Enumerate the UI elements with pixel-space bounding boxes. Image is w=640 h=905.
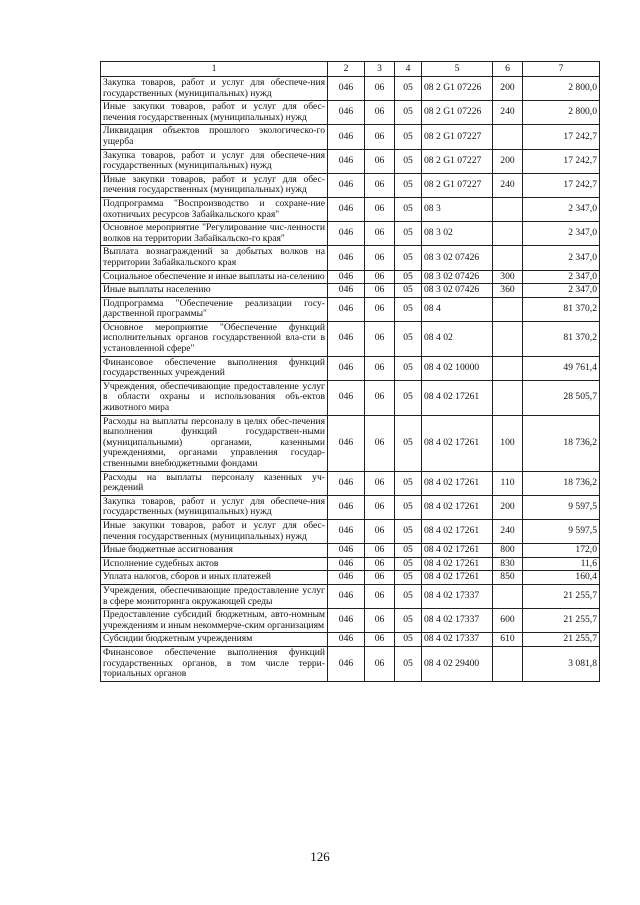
target-article-cell: 08 4 bbox=[422, 297, 493, 321]
section-cell: 06 bbox=[365, 297, 395, 321]
row-name-cell: Финансовое обеспечение выполнения функций государственных учреждений bbox=[101, 356, 328, 380]
expense-type-cell bbox=[493, 646, 523, 681]
amount-cell: 160,4 bbox=[523, 571, 600, 585]
expense-type-cell bbox=[493, 197, 523, 221]
section-cell: 06 bbox=[365, 77, 395, 101]
col-header: 6 bbox=[493, 62, 523, 77]
budget-table bbox=[100, 61, 600, 682]
admin-code-cell: 046 bbox=[328, 584, 365, 608]
amount-cell: 2 347,0 bbox=[523, 222, 600, 246]
expense-type-cell: 240 bbox=[493, 519, 523, 543]
admin-code-cell: 046 bbox=[328, 321, 365, 356]
admin-code-cell: 046 bbox=[328, 270, 365, 284]
subsection-cell: 05 bbox=[395, 571, 422, 585]
section-cell: 06 bbox=[365, 246, 395, 270]
table-row bbox=[101, 321, 600, 356]
expense-type-cell: 110 bbox=[493, 471, 523, 495]
subsection-cell: 05 bbox=[395, 125, 422, 149]
table-row bbox=[101, 297, 600, 321]
table-row bbox=[101, 125, 600, 149]
section-cell: 06 bbox=[365, 356, 395, 380]
expense-type-cell: 600 bbox=[493, 609, 523, 633]
amount-cell: 21 255,7 bbox=[523, 584, 600, 608]
row-name-cell: Расходы на выплаты персоналу казенных уч-реждений bbox=[101, 471, 328, 495]
row-name-cell: Иные закупки товаров, работ и услуг для обес-печения государственных (муниципальных) нужд bbox=[101, 173, 328, 197]
expense-type-cell bbox=[493, 380, 523, 415]
admin-code-cell: 046 bbox=[328, 544, 365, 558]
page-number: 126 bbox=[310, 849, 330, 864]
table-row bbox=[101, 380, 600, 415]
section-cell: 06 bbox=[365, 222, 395, 246]
subsection-cell: 05 bbox=[395, 519, 422, 543]
amount-cell: 2 347,0 bbox=[523, 246, 600, 270]
row-name-cell: Закупка товаров, работ и услуг для обеспече-ния государственных (муниципальных) нужд bbox=[101, 149, 328, 173]
admin-code-cell: 046 bbox=[328, 77, 365, 101]
amount-cell: 28 505,7 bbox=[523, 380, 600, 415]
subsection-cell: 05 bbox=[395, 197, 422, 221]
target-article-cell: 08 4 02 17337 bbox=[422, 609, 493, 633]
subsection-cell: 05 bbox=[395, 321, 422, 356]
target-article-cell: 08 4 02 17337 bbox=[422, 584, 493, 608]
admin-code-cell: 046 bbox=[328, 297, 365, 321]
admin-code-cell: 046 bbox=[328, 284, 365, 298]
col-header: 3 bbox=[365, 62, 395, 77]
section-cell: 06 bbox=[365, 519, 395, 543]
row-name-cell: Иные закупки товаров, работ и услуг для обес-печения государственных (муниципальных) нужд bbox=[101, 519, 328, 543]
subsection-cell: 05 bbox=[395, 222, 422, 246]
section-cell: 06 bbox=[365, 149, 395, 173]
expense-type-cell bbox=[493, 222, 523, 246]
admin-code-cell: 046 bbox=[328, 646, 365, 681]
row-name-cell: Учреждения, обеспечивающие предоставление услуг в области охраны и использования объ-ектов животного мира bbox=[101, 380, 328, 415]
row-name-cell: Социальное обеспечение и иные выплаты на-селению bbox=[101, 270, 328, 284]
table-row bbox=[101, 101, 600, 125]
table-row bbox=[101, 270, 600, 284]
subsection-cell: 05 bbox=[395, 284, 422, 298]
table-row bbox=[101, 471, 600, 495]
admin-code-cell: 046 bbox=[328, 495, 365, 519]
admin-code-cell: 046 bbox=[328, 149, 365, 173]
target-article-cell: 08 2 G1 07227 bbox=[422, 125, 493, 149]
target-article-cell: 08 4 02 17261 bbox=[422, 557, 493, 571]
table-row bbox=[101, 356, 600, 380]
amount-cell: 81 370,2 bbox=[523, 321, 600, 356]
subsection-cell: 05 bbox=[395, 557, 422, 571]
table-row bbox=[101, 246, 600, 270]
admin-code-cell: 046 bbox=[328, 415, 365, 471]
section-cell: 06 bbox=[365, 125, 395, 149]
row-name-cell: Финансовое обеспечение выполнения функций государственных органов, в том числе терри-ториальных органов bbox=[101, 646, 328, 681]
subsection-cell: 05 bbox=[395, 246, 422, 270]
table-row bbox=[101, 646, 600, 681]
subsection-cell: 05 bbox=[395, 297, 422, 321]
header-row bbox=[101, 62, 600, 77]
target-article-cell: 08 4 02 17261 bbox=[422, 495, 493, 519]
target-article-cell: 08 2 G1 07227 bbox=[422, 149, 493, 173]
expense-type-cell bbox=[493, 356, 523, 380]
target-article-cell: 08 2 G1 07226 bbox=[422, 101, 493, 125]
target-article-cell: 08 2 G1 07227 bbox=[422, 173, 493, 197]
expense-type-cell: 200 bbox=[493, 149, 523, 173]
amount-cell: 9 597,5 bbox=[523, 519, 600, 543]
section-cell: 06 bbox=[365, 173, 395, 197]
col-header: 7 bbox=[523, 62, 600, 77]
admin-code-cell: 046 bbox=[328, 222, 365, 246]
table-row bbox=[101, 284, 600, 298]
row-name-cell: Закупка товаров, работ и услуг для обеспече-ния государственных (муниципальных) нужд bbox=[101, 495, 328, 519]
admin-code-cell: 046 bbox=[328, 380, 365, 415]
subsection-cell: 05 bbox=[395, 471, 422, 495]
admin-code-cell: 046 bbox=[328, 609, 365, 633]
section-cell: 06 bbox=[365, 571, 395, 585]
amount-cell: 17 242,7 bbox=[523, 173, 600, 197]
table-row bbox=[101, 415, 600, 471]
section-cell: 06 bbox=[365, 284, 395, 298]
section-cell: 06 bbox=[365, 380, 395, 415]
section-cell: 06 bbox=[365, 471, 395, 495]
amount-cell: 81 370,2 bbox=[523, 297, 600, 321]
target-article-cell: 08 3 02 bbox=[422, 222, 493, 246]
row-name-cell: Подпрограмма "Обеспечение реализации госу-дарственной программы" bbox=[101, 297, 328, 321]
target-article-cell: 08 3 02 07426 bbox=[422, 284, 493, 298]
amount-cell: 172,0 bbox=[523, 544, 600, 558]
amount-cell: 2 800,0 bbox=[523, 77, 600, 101]
expense-type-cell bbox=[493, 297, 523, 321]
subsection-cell: 05 bbox=[395, 633, 422, 647]
admin-code-cell: 046 bbox=[328, 125, 365, 149]
subsection-cell: 05 bbox=[395, 584, 422, 608]
section-cell: 06 bbox=[365, 609, 395, 633]
amount-cell: 18 736,2 bbox=[523, 471, 600, 495]
amount-cell: 17 242,7 bbox=[523, 125, 600, 149]
subsection-cell: 05 bbox=[395, 270, 422, 284]
col-header: 2 bbox=[328, 62, 365, 77]
subsection-cell: 05 bbox=[395, 356, 422, 380]
target-article-cell: 08 4 02 17261 bbox=[422, 380, 493, 415]
admin-code-cell: 046 bbox=[328, 519, 365, 543]
row-name-cell: Учреждения, обеспечивающие предоставление услуг в сфере мониторинга окружающей среды bbox=[101, 584, 328, 608]
table-row bbox=[101, 495, 600, 519]
row-name-cell: Расходы на выплаты персоналу в целях обес-печения выполнения функций государствен-ными (муниципальными) органами, казенными учреждениями, органами управления государ-ственными внебюджетными фондами bbox=[101, 415, 328, 471]
expense-type-cell: 200 bbox=[493, 77, 523, 101]
table-row bbox=[101, 222, 600, 246]
admin-code-cell: 046 bbox=[328, 173, 365, 197]
admin-code-cell: 046 bbox=[328, 356, 365, 380]
section-cell: 06 bbox=[365, 495, 395, 519]
row-name-cell: Подпрограмма "Воспроизводство и сохране-ние охотничьих ресурсов Забайкальского края" bbox=[101, 197, 328, 221]
target-article-cell: 08 3 02 07426 bbox=[422, 270, 493, 284]
section-cell: 06 bbox=[365, 544, 395, 558]
section-cell: 06 bbox=[365, 321, 395, 356]
table-body bbox=[101, 77, 600, 682]
amount-cell: 2 347,0 bbox=[523, 197, 600, 221]
section-cell: 06 bbox=[365, 415, 395, 471]
col-header: 4 bbox=[395, 62, 422, 77]
row-name-cell: Выплата вознаграждений за добытых волков на территории Забайкальского края bbox=[101, 246, 328, 270]
subsection-cell: 05 bbox=[395, 495, 422, 519]
expense-type-cell bbox=[493, 584, 523, 608]
section-cell: 06 bbox=[365, 646, 395, 681]
row-name-cell: Иные выплаты населению bbox=[101, 284, 328, 298]
subsection-cell: 05 bbox=[395, 646, 422, 681]
target-article-cell: 08 4 02 29400 bbox=[422, 646, 493, 681]
table-row bbox=[101, 149, 600, 173]
section-cell: 06 bbox=[365, 197, 395, 221]
admin-code-cell: 046 bbox=[328, 633, 365, 647]
subsection-cell: 05 bbox=[395, 149, 422, 173]
subsection-cell: 05 bbox=[395, 609, 422, 633]
target-article-cell: 08 4 02 10000 bbox=[422, 356, 493, 380]
target-article-cell: 08 4 02 17261 bbox=[422, 544, 493, 558]
table-row bbox=[101, 571, 600, 585]
expense-type-cell: 200 bbox=[493, 495, 523, 519]
amount-cell: 3 081,8 bbox=[523, 646, 600, 681]
row-name-cell: Закупка товаров, работ и услуг для обеспече-ния государственных (муниципальных) нужд bbox=[101, 77, 328, 101]
table-row bbox=[101, 633, 600, 647]
subsection-cell: 05 bbox=[395, 380, 422, 415]
table-row bbox=[101, 584, 600, 608]
section-cell: 06 bbox=[365, 584, 395, 608]
expense-type-cell: 240 bbox=[493, 101, 523, 125]
amount-cell: 11,6 bbox=[523, 557, 600, 571]
admin-code-cell: 046 bbox=[328, 246, 365, 270]
expense-type-cell: 300 bbox=[493, 270, 523, 284]
expense-type-cell: 360 bbox=[493, 284, 523, 298]
amount-cell: 2 347,0 bbox=[523, 284, 600, 298]
col-header: 1 bbox=[101, 62, 328, 77]
target-article-cell: 08 3 bbox=[422, 197, 493, 221]
expense-type-cell: 610 bbox=[493, 633, 523, 647]
target-article-cell: 08 2 G1 07226 bbox=[422, 77, 493, 101]
admin-code-cell: 046 bbox=[328, 471, 365, 495]
table-row bbox=[101, 197, 600, 221]
table-row bbox=[101, 173, 600, 197]
expense-type-cell bbox=[493, 321, 523, 356]
subsection-cell: 05 bbox=[395, 415, 422, 471]
amount-cell: 17 242,7 bbox=[523, 149, 600, 173]
amount-cell: 2 347,0 bbox=[523, 270, 600, 284]
amount-cell: 49 761,4 bbox=[523, 356, 600, 380]
subsection-cell: 05 bbox=[395, 173, 422, 197]
target-article-cell: 08 4 02 17261 bbox=[422, 415, 493, 471]
section-cell: 06 bbox=[365, 633, 395, 647]
table-row bbox=[101, 609, 600, 633]
target-article-cell: 08 4 02 bbox=[422, 321, 493, 356]
section-cell: 06 bbox=[365, 557, 395, 571]
amount-cell: 18 736,2 bbox=[523, 415, 600, 471]
table-row bbox=[101, 544, 600, 558]
table-row bbox=[101, 77, 600, 101]
expense-type-cell bbox=[493, 125, 523, 149]
target-article-cell: 08 3 02 07426 bbox=[422, 246, 493, 270]
expense-type-cell: 850 bbox=[493, 571, 523, 585]
subsection-cell: 05 bbox=[395, 101, 422, 125]
target-article-cell: 08 4 02 17337 bbox=[422, 633, 493, 647]
row-name-cell: Иные бюджетные ассигнования bbox=[101, 544, 328, 558]
target-article-cell: 08 4 02 17261 bbox=[422, 471, 493, 495]
table-row bbox=[101, 557, 600, 571]
target-article-cell: 08 4 02 17261 bbox=[422, 571, 493, 585]
row-name-cell: Уплата налогов, сборов и иных платежей bbox=[101, 571, 328, 585]
expense-type-cell: 100 bbox=[493, 415, 523, 471]
row-name-cell: Основное мероприятие "Обеспечение функций исполнительных органов государственной вла-сти в установленной сфере" bbox=[101, 321, 328, 356]
col-header: 5 bbox=[422, 62, 493, 77]
amount-cell: 21 255,7 bbox=[523, 633, 600, 647]
admin-code-cell: 046 bbox=[328, 571, 365, 585]
row-name-cell: Исполнение судебных актов bbox=[101, 557, 328, 571]
expense-type-cell: 800 bbox=[493, 544, 523, 558]
target-article-cell: 08 4 02 17261 bbox=[422, 519, 493, 543]
expense-type-cell: 830 bbox=[493, 557, 523, 571]
amount-cell: 9 597,5 bbox=[523, 495, 600, 519]
expense-type-cell bbox=[493, 246, 523, 270]
expense-type-cell: 240 bbox=[493, 173, 523, 197]
subsection-cell: 05 bbox=[395, 77, 422, 101]
admin-code-cell: 046 bbox=[328, 557, 365, 571]
amount-cell: 21 255,7 bbox=[523, 609, 600, 633]
subsection-cell: 05 bbox=[395, 544, 422, 558]
admin-code-cell: 046 bbox=[328, 197, 365, 221]
row-name-cell: Иные закупки товаров, работ и услуг для обес-печения государственных (муниципальных) нужд bbox=[101, 101, 328, 125]
table-row bbox=[101, 519, 600, 543]
row-name-cell: Субсидии бюджетным учреждениям bbox=[101, 633, 328, 647]
row-name-cell: Основное мероприятие "Регулирование чис-ленности волков на территории Забайкальско-го края" bbox=[101, 222, 328, 246]
row-name-cell: Предоставление субсидий бюджетным, авто-номным учреждениям и иным некоммерче-ским организациям bbox=[101, 609, 328, 633]
section-cell: 06 bbox=[365, 101, 395, 125]
row-name-cell: Ликвидация объектов прошлого экологическо-го ущерба bbox=[101, 125, 328, 149]
amount-cell: 2 800,0 bbox=[523, 101, 600, 125]
admin-code-cell: 046 bbox=[328, 101, 365, 125]
section-cell: 06 bbox=[365, 270, 395, 284]
